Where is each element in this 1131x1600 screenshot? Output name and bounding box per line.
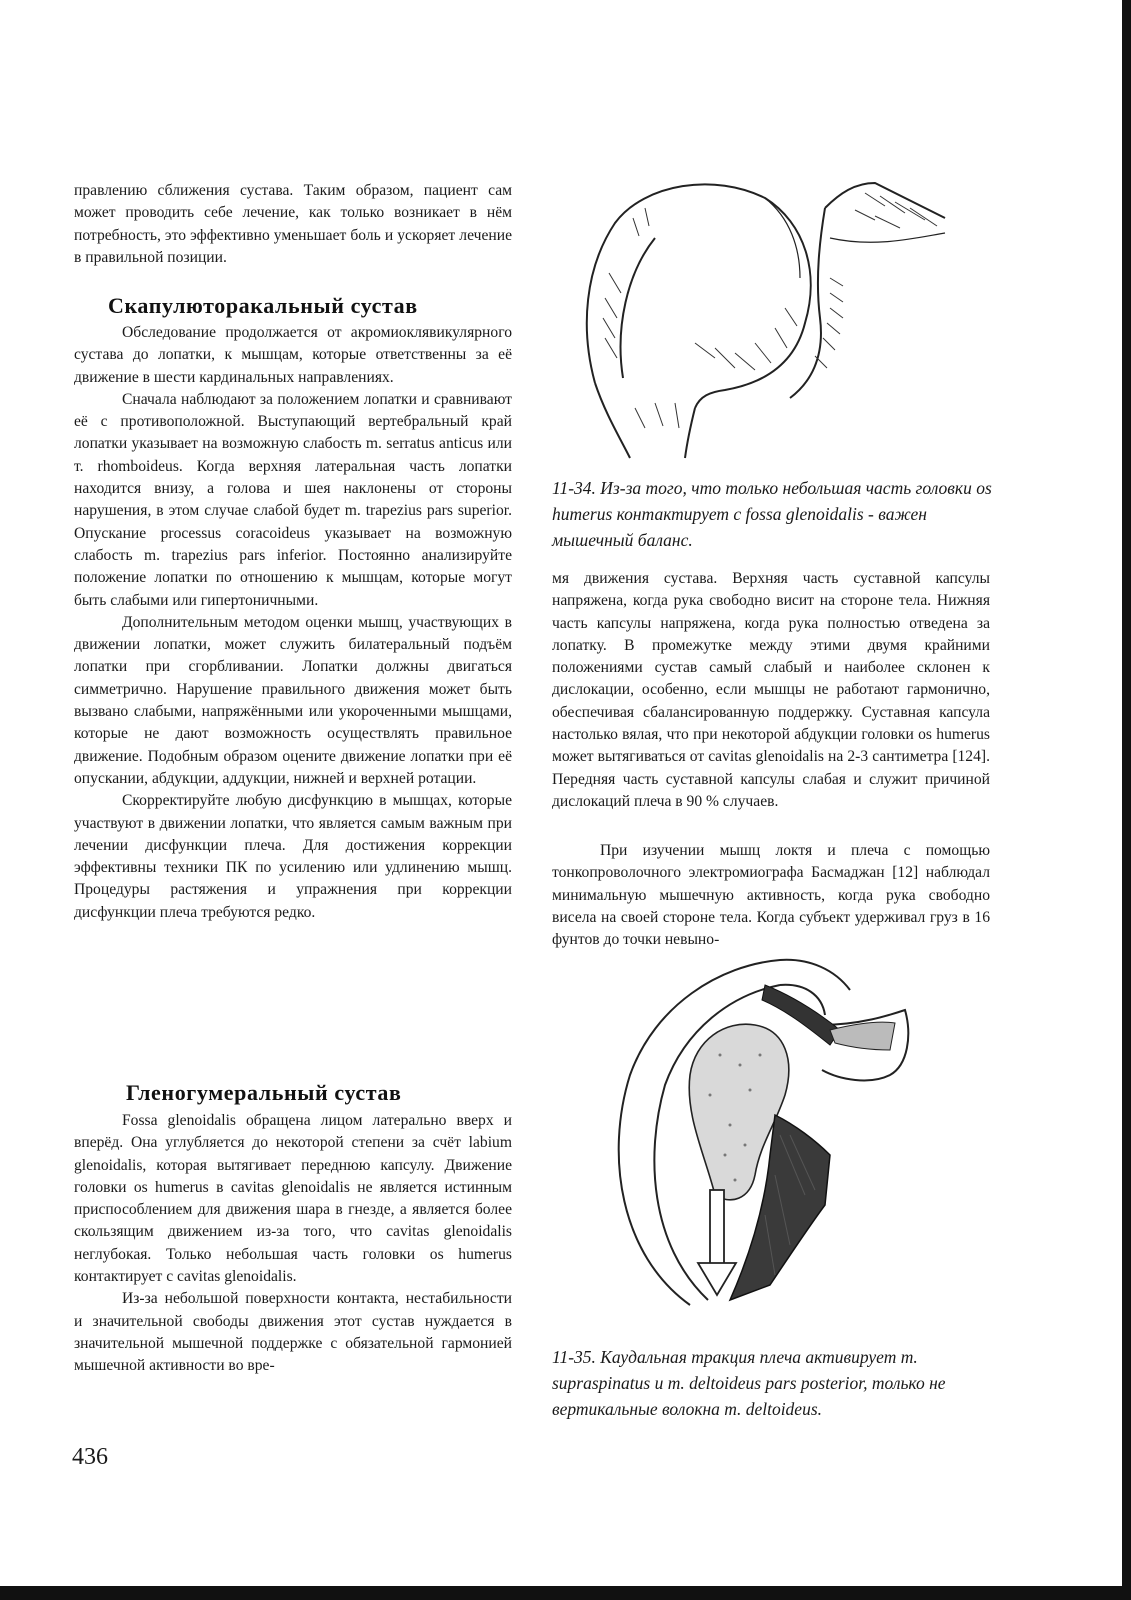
figure-shoulder-caudal-traction-illustration — [590, 955, 920, 1315]
scan-edge-right — [1122, 0, 1131, 1600]
left-column-section1 — [74, 322, 512, 924]
paragraph: мя движения сустава. Верхняя часть суставной капсулы напряжена, когда рука свободно висит на стороне тела. Нижняя часть капсулы напряжена, когда рука полностью отведена за лопатку. В промежутке между этими двумя крайними положениями сустав самый слабый и наиболее склонен к дислокации, особенно, если мышцы не работают гармонично, обеспечивая сбалансированную поддержку. Суставная капсула настолько вялая, что при некоторой абдукции головки os humerus может вытягиваться от cavitas glenoidalis на 2-3 сантиметра [124]. Передняя часть суставной капсулы слабая и служит причиной дислокаций плеча в 90 % случаев. — [552, 570, 990, 810]
figure-humeral-head-illustration — [575, 178, 955, 463]
right-column-paragraph2 — [552, 840, 990, 951]
left-column-intro — [74, 180, 512, 269]
paragraph: Из-за небольшой поверхности контакта, нестабильности и значительной свободы движения этот сустав нуждается в значительной мышечной поддержке с обязательной гармонией мышечной активности во вре- — [74, 1290, 512, 1375]
figure-caption-11-35: 11-35. Каудальная тракция плеча активирует m. supraspinatus и m. deltoideus pars posterior, только не вертикальные волокна m. deltoideus. — [552, 1347, 946, 1419]
paragraph: При изучении мышц локтя и плеча с помощью тонкопроволочного электромиографа Басмаджан [12] наблюдал минимальную мышечную активность, когда рука свободно висела на своей стороне тела. Когда субъект удерживал груз в 16 фунтов до точки невыно- — [552, 842, 990, 949]
section-heading-glenohumeral: Гленогумеральный сустав — [126, 1080, 402, 1105]
paragraph: Обследование продолжается от акромиоклявикулярного сустава до лопатки, к мышцам, которые ответственны за её движение в шести кардинальных направлениях. — [74, 324, 512, 386]
intro-paragraph: правлению сближения сустава. Таким образом, пациент сам может проводить себе лечение, как только возникает в нём потребность, это эффективно уменьшает боль и ускоряет лечение в правильной позиции. — [74, 182, 512, 266]
paragraph: Fossa glenoidalis обращена лицом латерально вверх и вперёд. Она углубляется до некоторой степени за счёт labium glenoidalis, которая вытягивает переднюю капсулу. Движение головки os humerus в cavitas glenoidalis не является истинным приспособлением для движения шара в гнезде, а является более скользящим движением из-за того, что cavitas glenoidalis неглубокая. Только небольшая часть головки os humerus контактирует с cavitas glenoidalis. — [74, 1112, 512, 1286]
scan-edge-bottom — [0, 1586, 1131, 1600]
section-heading-scapulothoracic: Скапулюторакальный сустав — [108, 293, 418, 318]
left-column-section2 — [74, 1110, 512, 1378]
paragraph: Скорректируйте любую дисфункцию в мышцах, которые участвуют в движении лопатки, что является самым важным при лечении дисфункции плеча. Для достижения коррекции эффективны техники ПК по усилению или удлинению мышц. Процедуры растяжения и упражнения при коррекции дисфункции плеча требуются редко. — [74, 792, 512, 921]
right-column-paragraph1 — [552, 568, 990, 813]
figure-caption-11-34: 11-34. Из-за того, что только небольшая часть головки os humerus контактирует с fossa glenoidalis - важен мышечный баланс. — [552, 478, 992, 550]
paragraph: Сначала наблюдают за положением лопатки и сравнивают её с противоположной. Выступающий вертебральный край лопатки указывает на возможную слабость m. serratus anticus или т. rhomboideus. Когда верхняя латеральная часть лопатки находится внизу, а голова и шея наклонены от стороны нарушения, в этом случае слабой будет m. trapezius pars superior. Опускание processus coracoideus указывает на возможную слабость m. trapezius pars inferior. Постоянно анализируйте положение лопатки по отношению к мышцам, которые могут быть слабыми или гипертоничными. — [74, 390, 512, 609]
page-number: 436 — [72, 1444, 108, 1470]
paragraph: Дополнительным методом оценки мышц, участвующих в движении лопатки, может служить билатеральный подъём лопатки при сгорбливании. Лопатки должны двигаться симметрично. Нарушение правильного движения может быть вызвано слабыми, напряжёнными или укороченными мышцами, которые не дают возможность осуществлять правильное движение. Подобным образом оцените движение лопатки при её опускании, абдукции, аддукции, нижней и верхней ротации. — [74, 613, 512, 787]
